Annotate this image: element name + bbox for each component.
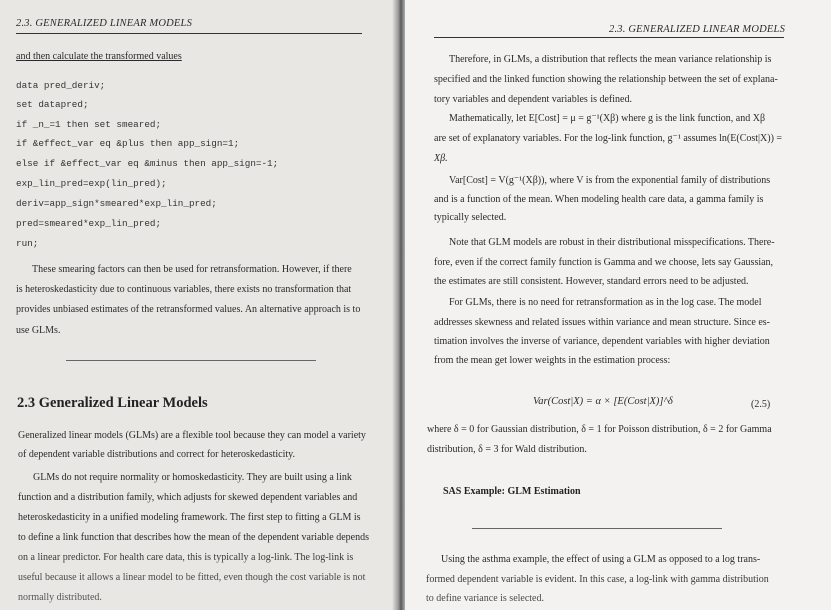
paragraph-line: Xβ. [434, 153, 448, 164]
paragraph-line: Note that GLM models are robust in their distributional misspecifications. There- [449, 237, 775, 248]
paragraph-line: where δ = 0 for Gaussian distribution, δ = 1 for Poisson distribution, δ = 2 for Gamma [427, 424, 772, 435]
left-header-rule [16, 33, 362, 34]
paragraph-line: to define a link function that describes how the mean of the dependent variable depends [18, 532, 369, 543]
paragraph-line: tory variables and dependent variables is defined. [434, 94, 632, 105]
code-line: set datapred; [16, 99, 89, 110]
paragraph-line: normally distributed. [18, 592, 102, 603]
equation-number: (2.5) [751, 399, 771, 410]
equation: Var(Cost|X) = α × [E(Cost|X)]^δ [533, 396, 673, 407]
paragraph-line: Generalized linear models (GLMs) are a flexible tool because they can model a variety [18, 430, 366, 441]
paragraph-line: GLMs do not require normality or homoskedasticity. They are built using a link [33, 472, 352, 483]
paragraph-line: timation involves the inverse of variance, dependent variables with higher deviation [434, 336, 770, 347]
right-page [405, 0, 831, 610]
paragraph-line: use GLMs. [16, 325, 61, 336]
paragraph-line: the estimates are still consistent. However, standard errors need to be adjusted. [434, 276, 749, 287]
subsection-separator [472, 528, 722, 529]
right-running-header: 2.3. GENERALIZED LINEAR MODELS [609, 24, 786, 35]
code-line: data pred_deriv; [16, 80, 106, 91]
paragraph-line: specified and the linked function showing the relationship between the set of explana- [434, 74, 778, 85]
paragraph-line: distribution, δ = 3 for Wald distribution. [427, 444, 587, 455]
paragraph-line: useful because it allows a linear model to be fitted, even though the cost variable is not [18, 572, 366, 583]
code-line: if &effect_var eq &plus then app_sign=1; [16, 138, 240, 149]
paragraph-line: are set of explanatory variables. For the log-link function, g⁻¹ assumes ln(E(Cost|X)) = [434, 133, 783, 144]
paragraph-line: on a linear predictor. For health care data, this is typically a log-link. The log-link is [18, 552, 354, 563]
left-page [0, 0, 398, 610]
left-running-header: 2.3. GENERALIZED LINEAR MODELS [16, 18, 193, 29]
paragraph-line: These smearing factors can then be used for retransformation. However, if there [32, 264, 352, 275]
subsection-title: SAS Example: GLM Estimation [443, 486, 581, 497]
code-line: run; [16, 238, 39, 249]
code-line: deriv=app_sign*smeared*exp_lin_pred; [16, 198, 217, 209]
right-header-rule [434, 37, 784, 38]
paragraph-line: of dependent variable distributions and correct for heteroskedasticity. [18, 449, 296, 460]
paragraph-line: and is a function of the mean. When modeling health care data, a gamma family is [434, 194, 764, 205]
section-separator [66, 360, 316, 361]
paragraph-line: For GLMs, there is no need for retransformation as in the log case. The model [449, 297, 762, 308]
paragraph-line: formed dependent variable is evident. In this case, a log-link with gamma distribution [426, 574, 769, 585]
paragraph-line: Therefore, in GLMs, a distribution that reflects the mean variance relationship is [449, 54, 772, 65]
paragraph-line: typically selected. [434, 212, 507, 223]
code-line: if _n_=1 then set smeared; [16, 119, 162, 130]
paragraph-line: provides unbiased estimates of the retransformed values. An alternative approach is to [16, 304, 361, 315]
paragraph-line: Var[Cost] = V(g⁻¹(Xβ)), where V is from the exponential family of distributions [449, 175, 771, 186]
paragraph-line: Mathematically, let E[Cost] = μ = g⁻¹(Xβ) where g is the link function, and Xβ [449, 113, 766, 124]
code-line: exp_lin_pred=exp(lin_pred); [16, 178, 167, 189]
paragraph-line: addresses skewness and related issues within variance and mean structure. Since es- [434, 317, 771, 328]
paragraph-line: fore, even if the correct family function is Gamma and we choose, lets say Gaussian, [434, 257, 774, 268]
paragraph-line: to define variance is selected. [426, 593, 544, 604]
intro-text: and then calculate the transformed values [16, 51, 182, 62]
code-line: else if &effect_var eq &minus then app_sign=-1; [16, 158, 279, 169]
paragraph-line: Using the asthma example, the effect of using a GLM as opposed to a log trans- [441, 554, 761, 565]
paragraph-line: heteroskedasticity in a unified modeling framework. The first step to fitting a GLM is [18, 512, 361, 523]
code-line: pred=smeared*exp_lin_pred; [16, 218, 162, 229]
paragraph-line: function and a distribution family, which adjusts for skewed dependent variables and [18, 492, 358, 503]
paragraph-line: is heteroskedasticity due to continuous variables, there exists no transformation that [16, 284, 352, 295]
section-title: 2.3 Generalized Linear Models [17, 395, 208, 411]
paragraph-line: from the mean get lower weights in the estimation process: [434, 355, 671, 366]
